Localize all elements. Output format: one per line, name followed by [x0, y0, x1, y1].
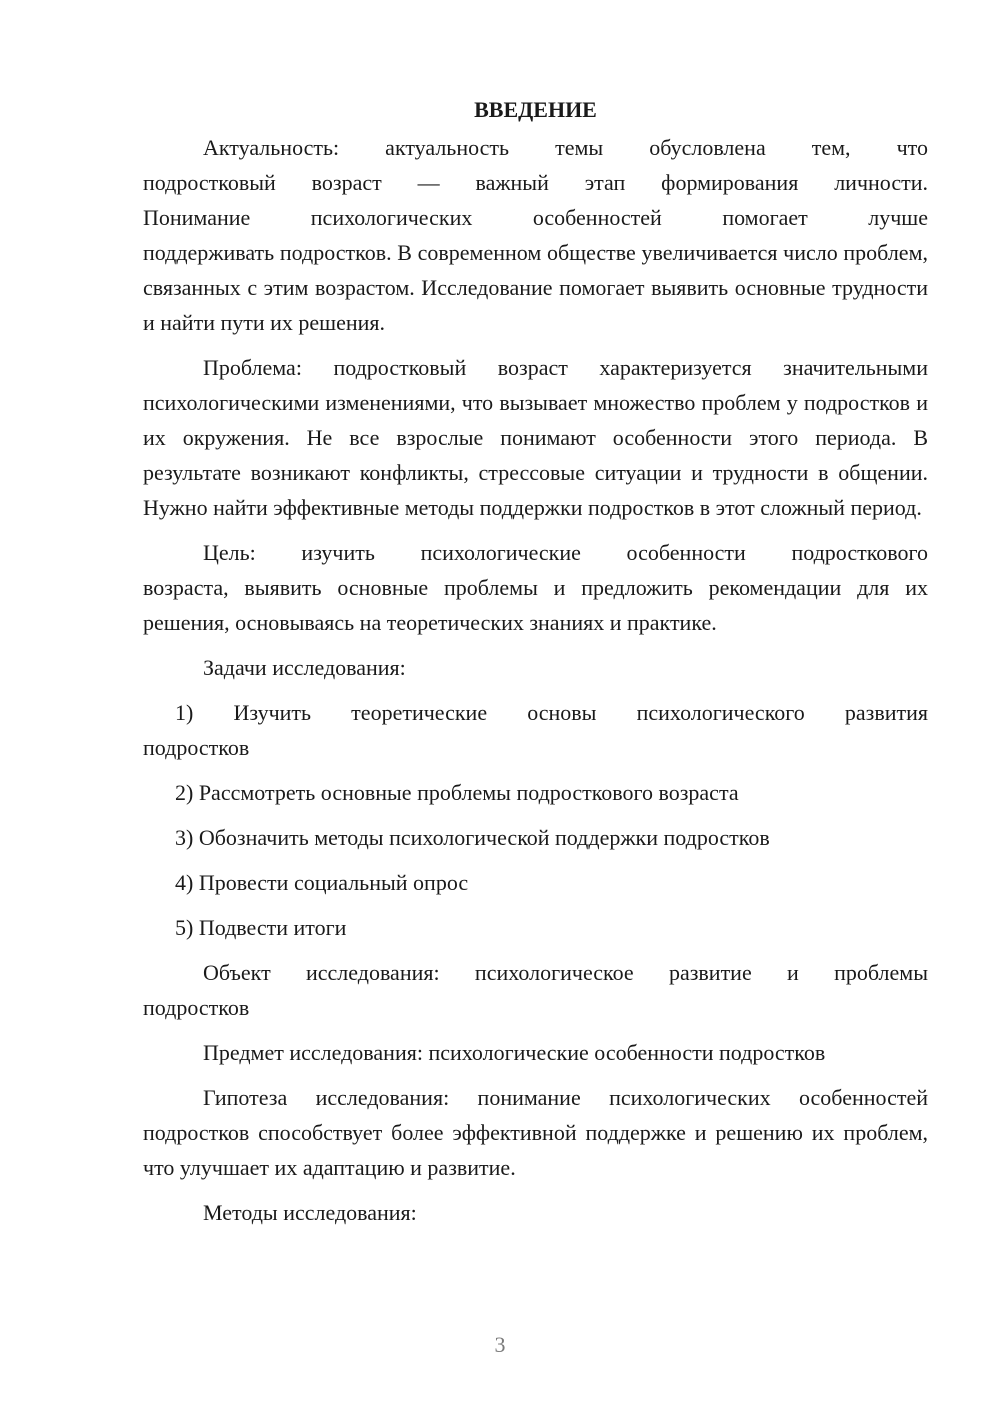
methods-heading: Методы исследования:: [203, 1200, 417, 1225]
task-item-1: [143, 695, 928, 765]
task-item-2: 2) Рассмотреть основные проблемы подросткового возраста: [175, 780, 739, 805]
object-paragraph: [143, 955, 928, 1025]
goal-rest: возраста, выявить основные проблемы и предложить рекомендации для их решения, основываясь на теоретических знаниях и практике.: [143, 575, 928, 635]
hypothesis-paragraph: Гипотеза исследования: понимание психологических особенностей подростков способствует более эффективной поддержке и решению их проблем, что улучшает их адаптацию и развитие.: [143, 1085, 928, 1180]
document-page: [143, 92, 928, 1240]
relevance-line-2: подростковый возраст — важный этап формирования личности.: [143, 170, 928, 195]
task-item-5: 5) Подвести итоги: [175, 915, 347, 940]
task-1-line-1: 1) Изучить теоретические основы психологического развития: [175, 700, 928, 725]
relevance-rest: поддерживать подростков. В современном обществе увеличивается число проблем, связанных с этим возрастом. Исследование помогает выявить основные трудности и найти пути их решения.: [143, 240, 928, 335]
goal-paragraph: [143, 535, 928, 640]
task-item-4: 4) Провести социальный опрос: [175, 870, 469, 895]
task-item-3: 3) Обозначить методы психологической поддержки подростков: [175, 825, 770, 850]
task-1-rest: подростков: [143, 735, 250, 760]
relevance-line-1: Актуальность: актуальность темы обусловлена тем, что: [203, 135, 928, 160]
object-line-1: Объект исследования: психологическое развитие и проблемы: [203, 960, 928, 985]
page-number: 3: [494, 1332, 506, 1357]
object-rest: подростков: [143, 995, 250, 1020]
tasks-heading: Задачи исследования:: [203, 655, 406, 680]
goal-line-1: Цель: изучить психологические особенности подросткового: [203, 540, 928, 565]
relevance-line-3: Понимание психологических особенностей помогает лучше: [143, 205, 928, 230]
problem-paragraph: Проблема: подростковый возраст характеризуется значительными психологическими изменениями, что вызывает множество проблем у подростков и их окружения. Не все взрослые понимают особенности этого периода. В результате возникают конфликты, стрессовые ситуации и трудности в общении. Нужно найти эффективные методы поддержки подростков в этот сложный период.: [143, 355, 928, 520]
subject-paragraph: Предмет исследования: психологические особенности подростков: [203, 1040, 826, 1065]
relevance-paragraph: [143, 130, 928, 340]
section-title: ВВЕДЕНИЕ: [474, 97, 597, 122]
